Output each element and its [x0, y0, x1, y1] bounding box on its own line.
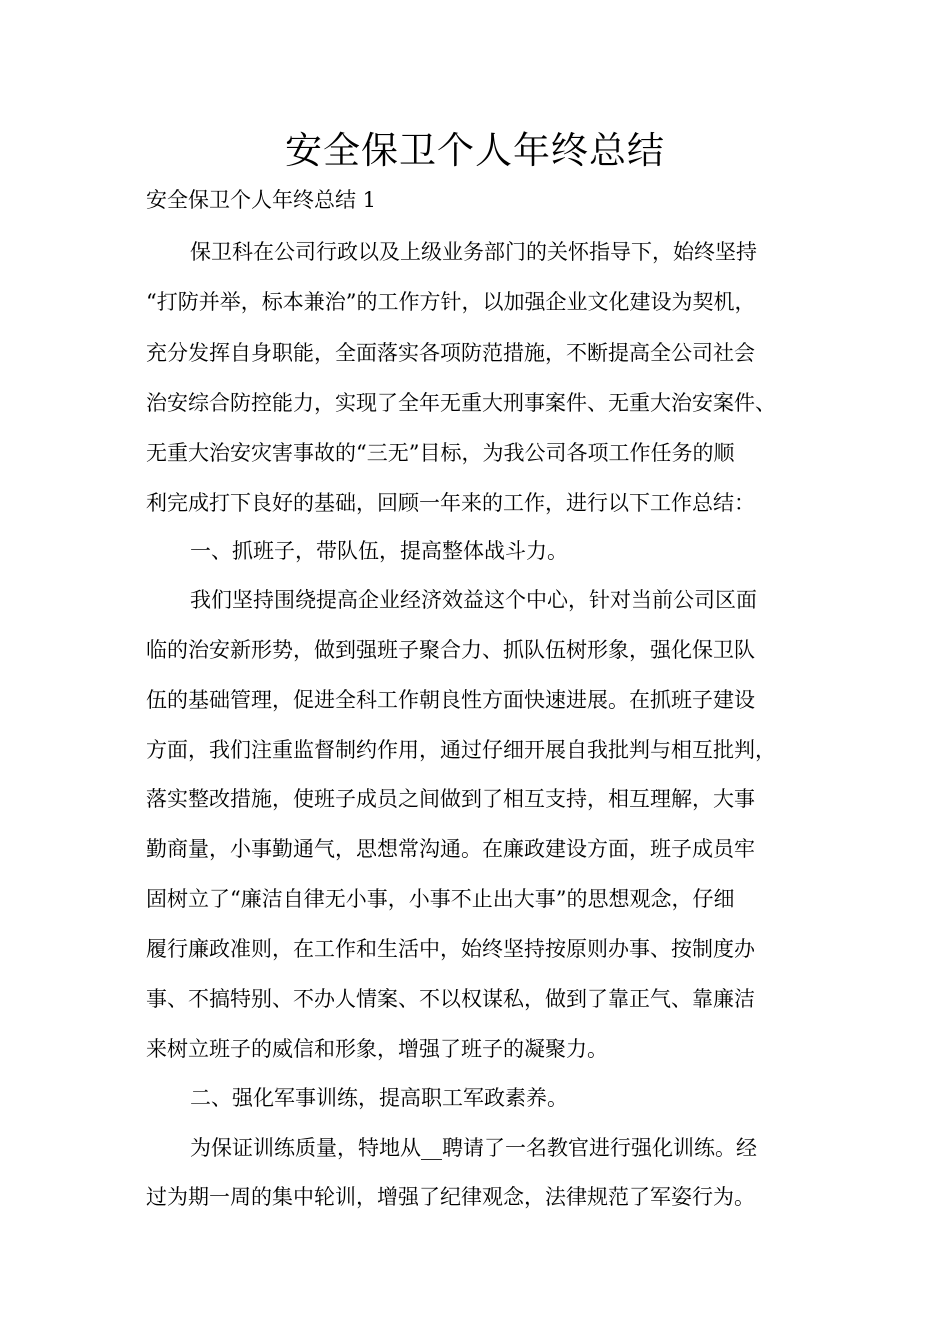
paragraph-line: “打防并举，标本兼治”的工作方针，以加强企业文化建设为契机， — [146, 290, 756, 314]
paragraph-line: 无重大治安灾害事故的“三无”目标，为我公司各项工作任务的顺 — [146, 441, 735, 465]
paragraph-line: 治安综合防控能力，实现了全年无重大刑事案件、无重大治安案件、 — [146, 391, 776, 415]
section-heading: 二、强化军事训练，提高职工军政素养。 — [190, 1086, 568, 1110]
document-title: 安全保卫个人年终总结 — [285, 129, 665, 172]
paragraph-line: 我们坚持围绕提高企业经济效益这个中心，针对当前公司区面 — [190, 588, 757, 612]
paragraph-line: 为保证训练质量，特地从__聘请了一名教官进行强化训练。经 — [190, 1136, 757, 1160]
paragraph-line: 事、不搞特别、不办人情案、不以权谋私，做到了靠正气、靠廉洁 — [146, 987, 755, 1011]
paragraph-line: 保卫科在公司行政以及上级业务部门的关怀指导下，始终坚持 — [190, 240, 757, 264]
paragraph-line: 履行廉政准则，在工作和生活中，始终坚持按原则办事、按制度办 — [146, 937, 755, 961]
paragraph-line: 来树立班子的威信和形象，增强了班子的凝聚力。 — [146, 1037, 608, 1061]
section-heading: 一、抓班子，带队伍，提高整体战斗力。 — [190, 539, 568, 563]
section-heading: 安全保卫个人年终总结 1 — [146, 188, 377, 212]
paragraph-line: 利完成打下良好的基础，回顾一年来的工作，进行以下工作总结： — [146, 491, 755, 515]
paragraph-line: 过为期一周的集中轮训，增强了纪律观念，法律规范了军姿行为。 — [146, 1185, 755, 1209]
paragraph-line: 落实整改措施，使班子成员之间做到了相互支持，相互理解，大事 — [146, 787, 755, 811]
paragraph-line: 临的治安新形势，做到强班子聚合力、抓队伍树形象，强化保卫队 — [146, 638, 755, 662]
paragraph-line: 固树立了“廉洁自律无小事，小事不止出大事”的思想观念，仔细 — [146, 887, 735, 911]
paragraph-line: 勤商量，小事勤通气，思想常沟通。在廉政建设方面，班子成员牢 — [146, 837, 755, 861]
paragraph-line: 方面，我们注重监督制约作用，通过仔细开展自我批判与相互批判， — [146, 738, 776, 762]
paragraph-line: 伍的基础管理，促进全科工作朝良性方面快速进展。在抓班子建设 — [146, 688, 755, 712]
paragraph-line: 充分发挥自身职能，全面落实各项防范措施，不断提高全公司社会 — [146, 341, 755, 365]
